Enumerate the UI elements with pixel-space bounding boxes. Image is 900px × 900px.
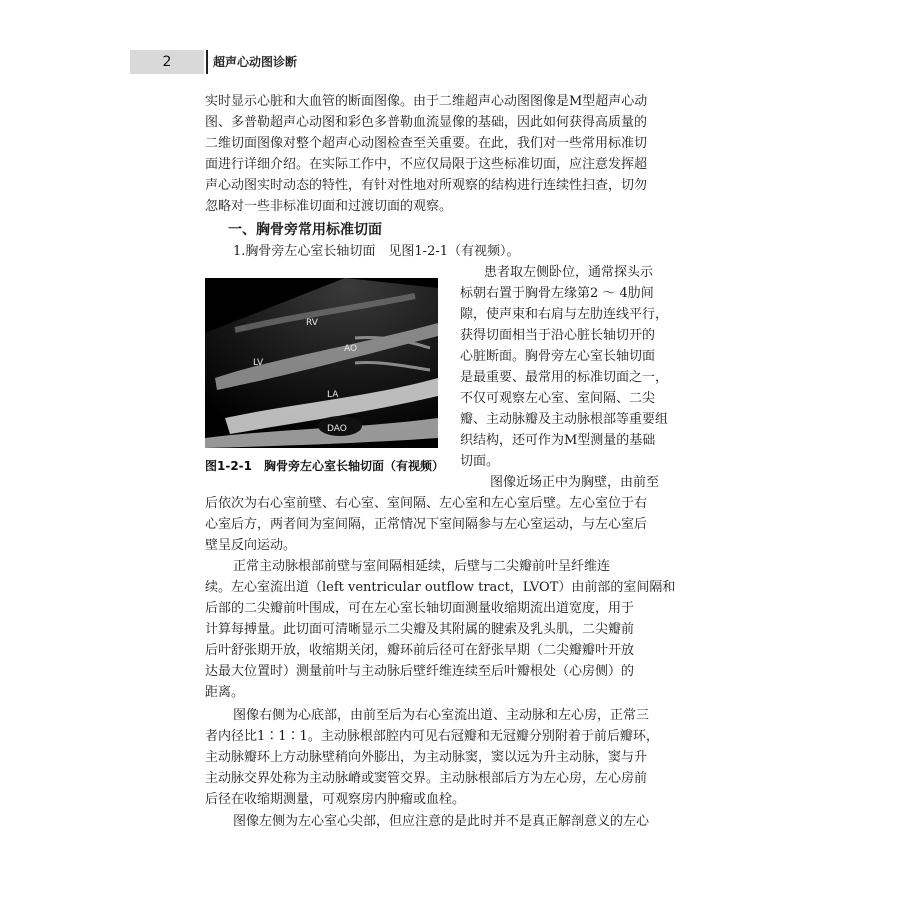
intro-line: 图、多普勒超声心动图和彩色多普勒血流显像的基础，因此如何获得高质量的 <box>205 115 648 130</box>
page-number: 2 <box>162 54 172 70</box>
para2-line: 壁呈反向运动。 <box>205 538 297 553</box>
para4-line: 主动脉交界处称为主动脉嵴或窦管交界。主动脉根部后方为左心房，左心房前 <box>205 771 648 786</box>
intro-line: 二维切面图像对整个超声心动图检查至关重要。在此，我们对一些常用标准切 <box>205 136 648 151</box>
label-ao: AO <box>344 344 358 354</box>
running-title: 超声心动图诊断 <box>213 55 298 69</box>
side-line: 瓣、主动脉瓣及主动脉根部等重要组 <box>460 412 669 427</box>
side-line: 不仅可观察左心室、室间隔、二尖 <box>460 391 656 406</box>
para4-line: 者内径比1∶1∶1。主动脉根部腔内可见右冠瓣和无冠瓣分别附着于前后瓣环， <box>205 729 659 744</box>
side-line: 是最重要、最常用的标准切面之一， <box>460 370 669 385</box>
figure-caption: 图1-2-1 胸骨旁左心室长轴切面（有视频） <box>205 459 445 473</box>
para3-line: 后叶舒张期开放，收缩期关闭，瓣环前后径可在舒张早期（二尖瓣瓣叶开放 <box>205 643 635 658</box>
para3-line: 距离。 <box>205 685 245 700</box>
intro-line: 声心动图实时动态的特性，有针对性地对所观察的结构进行连续性扫查，切勿 <box>205 178 648 193</box>
label-dao: DAO <box>327 424 347 434</box>
label-rv: RV <box>306 318 318 328</box>
para2-line: 心室后方，两者间为室间隔，正常情况下室间隔参与左心室运动，与左心室后 <box>205 517 648 532</box>
para2-line: 后依次为右心室前壁、右心室、室间隔、左心室和左心室后壁。左心室位于右 <box>205 496 648 511</box>
echocardiogram-image <box>205 278 438 448</box>
side-line: 切面。 <box>460 454 500 469</box>
side-line: 图像近场正中为胸壁，由前至 <box>490 475 660 490</box>
para3-line: 计算每搏量。此切面可清晰显示二尖瓣及其附属的腱索及乳头肌，二尖瓣前 <box>205 622 635 637</box>
para3-line: 达最大位置时）测量前叶与主动脉后壁纤维连续至后叶瓣根处（心房侧）的 <box>205 664 635 679</box>
side-line: 患者取左侧卧位，通常探头示 <box>484 265 654 280</box>
side-line: 隙，使声束和右肩与左肋连线平行， <box>460 307 669 322</box>
label-lv: LV <box>253 358 264 368</box>
para3-line: 后部的二尖瓣前叶围成，可在左心室长轴切面测量收缩期流出道宽度，用于 <box>205 601 635 616</box>
section-heading: 一、胸骨旁常用标准切面 <box>228 222 382 238</box>
para3-line: 正常主动脉根部前壁与室间隔相延续，后壁与二尖瓣前叶呈纤维连 <box>233 559 611 574</box>
para4-line: 图像右侧为心底部，由前至后为右心室流出道、主动脉和左心房，正常三 <box>233 708 650 723</box>
intro-line: 忽略对一些非标准切面和过渡切面的观察。 <box>205 199 453 214</box>
side-line: 心脏断面。胸骨旁左心室长轴切面 <box>460 349 656 364</box>
para4-line: 主动脉瓣环上方动脉壁稍向外膨出，为主动脉窦，窦以远为升主动脉，窦与升 <box>205 750 648 765</box>
para3-line: 续。左心室流出道（left ventricular outflow tract，LVOT）由前部的室间隔和 <box>205 580 676 595</box>
side-line: 织结构，还可作为M型测量的基础 <box>460 433 656 448</box>
side-line: 获得切面相当于沿心脏长轴切开的 <box>460 328 656 343</box>
side-line: 标朝右置于胸骨左缘第2 ～ 4肋间 <box>460 286 654 301</box>
subsection-heading: 1.胸骨旁左心室长轴切面 见图1-2-1（有视频）。 <box>233 244 520 259</box>
intro-line: 实时显示心脏和大血管的断面图像。由于二维超声心动图图像是M型超声心动 <box>205 94 648 109</box>
para4-line: 后径在收缩期测量，可观察房内肿瘤或血栓。 <box>205 792 466 807</box>
label-la: LA <box>327 390 339 400</box>
para5-line: 图像左侧为左心室心尖部，但应注意的是此时并不是真正解剖意义的左心 <box>233 814 650 829</box>
header-divider <box>206 50 208 74</box>
intro-line: 面进行详细介绍。在实际工作中，不应仅局限于这些标准切面，应注意发挥超 <box>205 157 648 172</box>
